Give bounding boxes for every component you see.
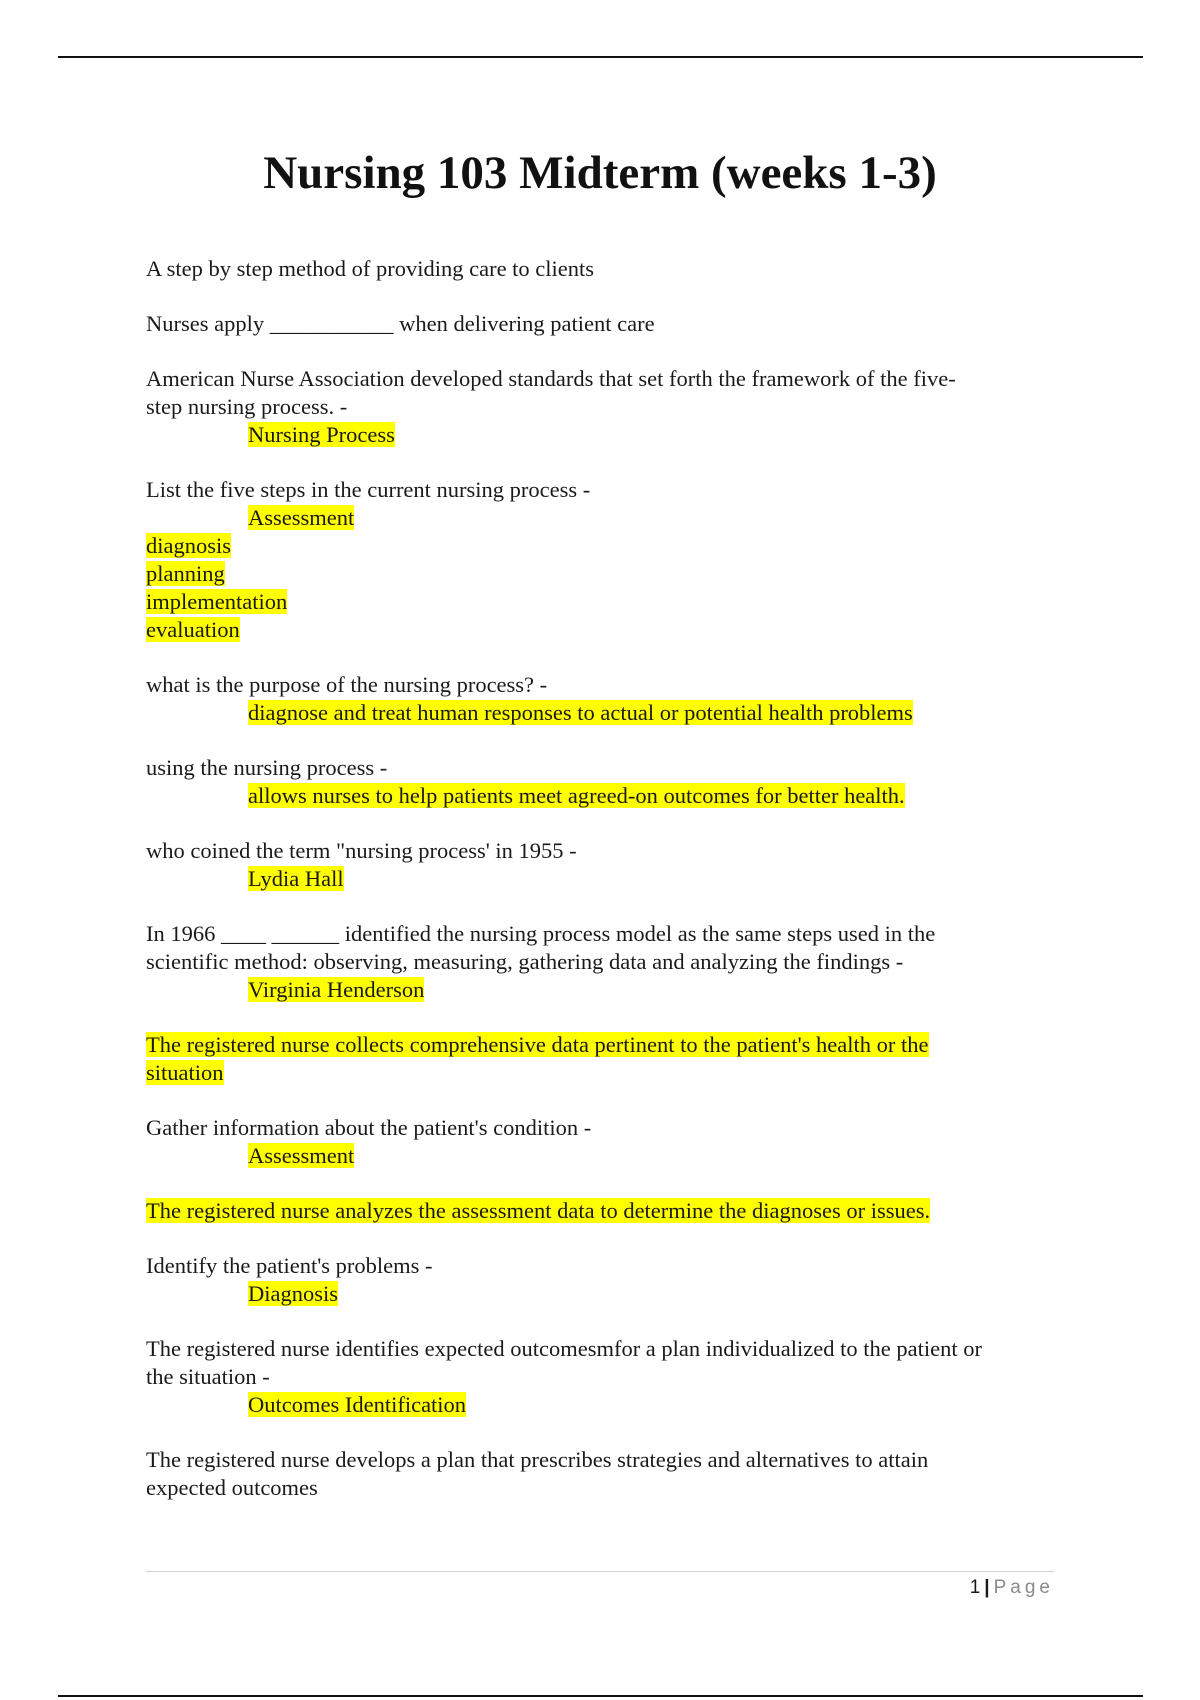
question-text: A step by step method of providing care to clients xyxy=(146,256,595,281)
highlighted-statement: The registered nurse collects comprehensive data pertinent to the patient's health or the xyxy=(146,1032,929,1057)
answer-list-item: diagnosis xyxy=(146,533,232,558)
entry-6 xyxy=(146,754,1061,810)
answer-text: Assessment xyxy=(248,1143,355,1168)
question-text: expected outcomes xyxy=(146,1475,318,1500)
question-text: Nurses apply ___________ when delivering patient care xyxy=(146,311,655,336)
answer-text: Lydia Hall xyxy=(248,866,344,891)
question-text: American Nurse Association developed standards that set forth the framework of the five- xyxy=(146,366,956,391)
entry-3 xyxy=(146,365,1061,449)
entry-14 xyxy=(146,1446,1061,1502)
page-separator: | xyxy=(984,1577,990,1598)
entry-10 xyxy=(146,1114,1061,1170)
question-text: The registered nurse develops a plan that prescribes strategies and alternatives to attain xyxy=(146,1447,929,1472)
highlighted-statement: situation xyxy=(146,1060,224,1085)
entry-2 xyxy=(146,310,1061,338)
entry-1 xyxy=(146,255,1061,283)
entry-8 xyxy=(146,920,1061,1004)
question-text: Identify the patient's problems - xyxy=(146,1253,433,1278)
answer-text: diagnose and treat human responses to actual or potential health problems xyxy=(248,700,913,725)
page-number: 1 xyxy=(969,1577,981,1598)
document-body xyxy=(146,255,1061,1529)
entry-9 xyxy=(146,1031,1061,1087)
page-label: Page xyxy=(993,1577,1054,1598)
answer-text: allows nurses to help patients meet agreed-on outcomes for better health. xyxy=(248,783,905,808)
answer-list-item: evaluation xyxy=(146,617,240,642)
answer-text: Assessment xyxy=(248,505,355,530)
question-text: In 1966 ____ ______ identified the nursing process model as the same steps used in the xyxy=(146,921,936,946)
footer-rule xyxy=(146,1571,1054,1572)
highlighted-statement: The registered nurse analyzes the assessment data to determine the diagnoses or issues. xyxy=(146,1198,931,1223)
entry-7 xyxy=(146,837,1061,893)
entry-11 xyxy=(146,1197,1061,1225)
question-text: using the nursing process - xyxy=(146,755,388,780)
answer-text: Nursing Process xyxy=(248,422,395,447)
question-text: The registered nurse identifies expected outcomesmfor a plan individualized to the patient or xyxy=(146,1336,982,1361)
question-text: step nursing process. - xyxy=(146,394,348,419)
entry-4 xyxy=(146,476,1061,644)
header-rule xyxy=(58,56,1143,58)
answer-list-item: implementation xyxy=(146,589,288,614)
question-text: the situation - xyxy=(146,1364,270,1389)
question-text: scientific method: observing, measuring, gathering data and analyzing the findings - xyxy=(146,949,904,974)
document-title: Nursing 103 Midterm (weeks 1-3) xyxy=(263,147,937,199)
question-text: who coined the term "nursing process' in 1955 - xyxy=(146,838,577,863)
answer-text: Outcomes Identification xyxy=(248,1392,467,1417)
entry-5 xyxy=(146,671,1061,727)
footer-edge-rule xyxy=(58,1695,1143,1697)
question-text: what is the purpose of the nursing process? - xyxy=(146,672,548,697)
answer-text: Virginia Henderson xyxy=(248,977,425,1002)
answer-text: Diagnosis xyxy=(248,1281,338,1306)
question-text: Gather information about the patient's condition - xyxy=(146,1115,592,1140)
page-footer xyxy=(970,1577,1054,1599)
question-text: List the five steps in the current nursing process - xyxy=(146,477,591,502)
entry-13 xyxy=(146,1335,1061,1419)
answer-list-item: planning xyxy=(146,561,225,586)
entry-12 xyxy=(146,1252,1061,1308)
